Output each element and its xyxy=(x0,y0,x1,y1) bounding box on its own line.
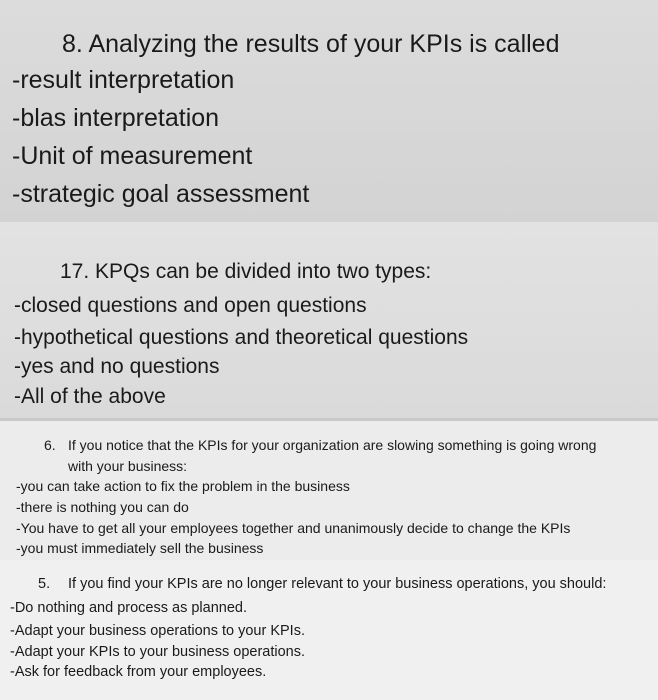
option-item: -yes and no questions xyxy=(14,355,220,378)
question-17-title xyxy=(60,260,431,284)
question-block-8 xyxy=(0,0,658,222)
question-text: If you find your KPIs are no longer relevant to your business operations, you should: xyxy=(68,576,607,592)
question-text-continued: with your business: xyxy=(68,458,188,474)
option-item: -you must immediately sell the business xyxy=(16,540,264,556)
question-block-5 xyxy=(0,560,658,700)
option-item: -Do nothing and process as planned. xyxy=(10,600,247,616)
option-item: -You have to get all your employees together and unanimously decide to change the KPIs xyxy=(16,520,571,536)
question-text: If you notice that the KPIs for your organization are slowing something is going wrong xyxy=(68,437,597,453)
question-8-title xyxy=(62,30,560,59)
question-number: 6. xyxy=(44,437,56,453)
option-item: -there is nothing you can do xyxy=(16,499,189,515)
option-item: -Adapt your KPIs to your business operations. xyxy=(10,644,305,660)
option-item: -All of the above xyxy=(14,385,166,408)
option-item: -strategic goal assessment xyxy=(12,180,310,208)
question-block-17 xyxy=(0,222,658,418)
option-item: -Adapt your business operations to your KPIs. xyxy=(10,623,305,639)
question-block-6 xyxy=(0,418,658,560)
option-item: -result interpretation xyxy=(12,66,235,94)
option-item: -blas interpretation xyxy=(12,104,220,132)
question-5-title xyxy=(38,576,606,592)
option-item: -closed questions and open questions xyxy=(14,294,367,317)
option-item: -Unit of measurement xyxy=(12,142,253,170)
question-number: 17. xyxy=(60,260,90,283)
option-item: -hypothetical questions and theoretical questions xyxy=(14,326,469,349)
question-text: Analyzing the results of your KPIs is called xyxy=(88,30,560,58)
question-text: KPQs can be divided into two types: xyxy=(95,260,432,283)
question-number: 8. xyxy=(62,30,83,58)
option-item: -you can take action to fix the problem in the business xyxy=(16,478,350,494)
question-number: 5. xyxy=(38,576,51,592)
option-item: -Ask for feedback from your employees. xyxy=(10,664,267,680)
question-6-title xyxy=(44,435,596,477)
